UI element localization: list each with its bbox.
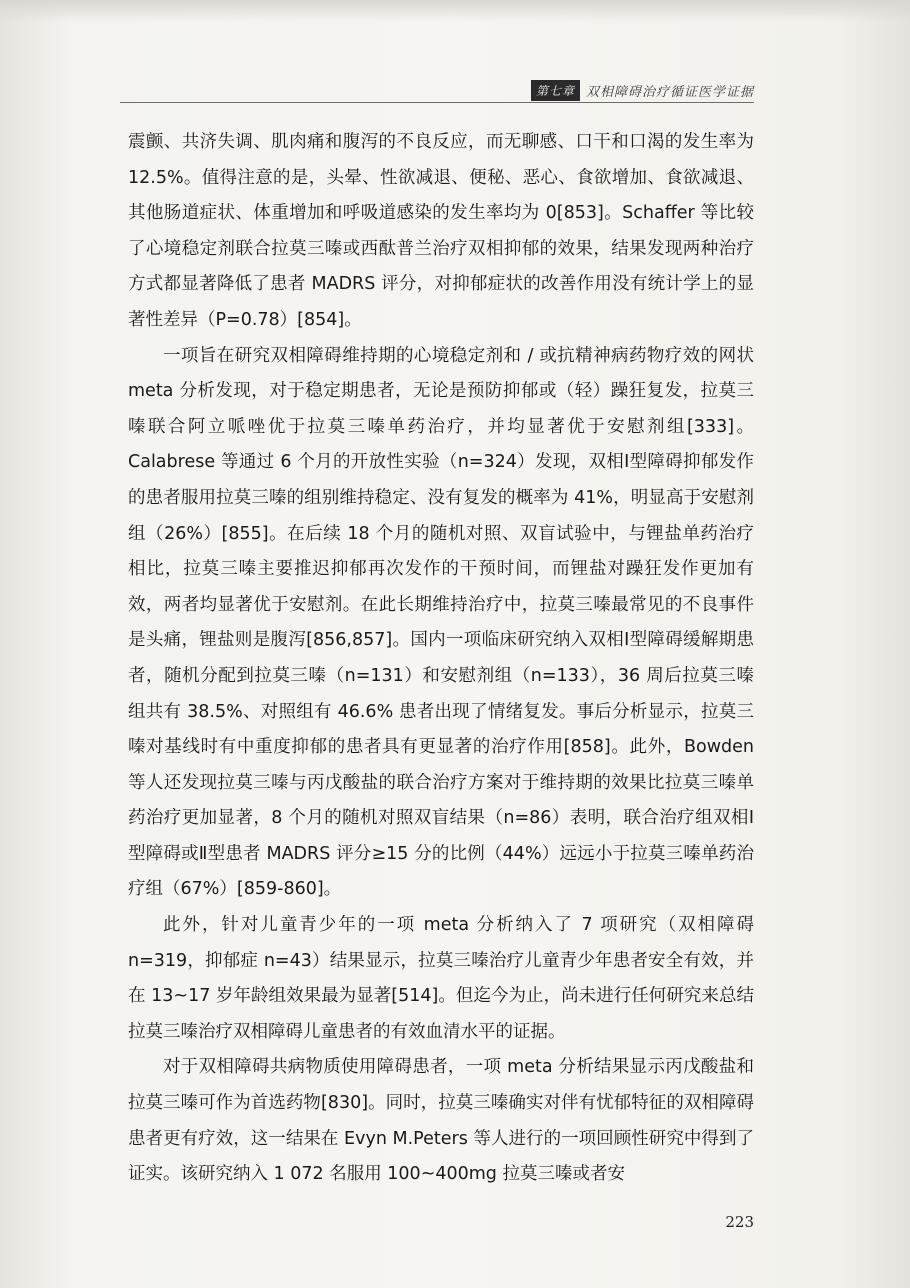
chapter-label: 第七章 <box>531 80 580 101</box>
paragraph-continuation: 震颤、共济失调、肌肉痛和腹泻的不良反应，而无聊感、口干和口渴的发生率为 12.5%。值得注意的是，头晕、性欲减退、便秘、恶心、食欲增加、食欲减退、其他肠道症状、体重增加和呼吸道感染的发生率均为 0[853]。Schaffer 等比较了心境稳定剂联合拉莫三嗪或西酞普兰治疗双相抑郁的效果，结果发现两种治疗方式都显著降低了患者 MADRS 评分，对抑郁症状的改善作用没有统计学上的显著性差异（P=0.78）[854]。 <box>128 132 754 330</box>
header-title: 双相障碍治疗循证医学证据 <box>585 85 754 100</box>
paragraph-maintenance: 一项旨在研究双相障碍维持期的心境稳定剂和 / 或抗精神病药物疗效的网状 meta 分析发现，对于稳定期患者，无论是预防抑郁或（轻）躁狂复发，拉莫三嗪联合阿立哌唑优于拉莫三嗪单药治疗，并均显著优于安慰剂组[333]。Calabrese 等通过 6 个月的开放性实验（n=324）发现，双相Ⅰ型障碍抑郁发作的患者服用拉莫三嗪的组别维持稳定、没有复发的概率为 41%，明显高于安慰剂组（26%）[855]。在后续 18 个月的随机对照、双盲试验中，与锂盐单药治疗相比，拉莫三嗪主要推迟抑郁再次发作的干预时间，而锂盐对躁狂发作更加有效，两者均显著优于安慰剂。在此长期维持治疗中，拉莫三嗪最常见的不良事件是头痛，锂盐则是腹泻[856,857]。国内一项临床研究纳入双相Ⅰ型障碍缓解期患者，随机分配到拉莫三嗪（n=131）和安慰剂组（n=133），36 周后拉莫三嗪组共有 38.5%、对照组有 46.6% 患者出现了情绪复发。事后分析显示，拉莫三嗪对基线时有中重度抑郁的患者具有更显著的治疗作用[858]。此外，Bowden 等人还发现拉莫三嗪与丙戊酸盐的联合治疗方案对于维持期的效果比拉莫三嗪单药治疗更加显著，8 个月的随机对照双盲结果（n=86）表明，联合治疗组双相Ⅰ型障碍或Ⅱ型患者 MADRS 评分≥15 分的比例（44%）远远小于拉莫三嗪单药治疗组（67%）[859-860]。 <box>128 345 754 900</box>
page-top-shadow <box>0 0 910 22</box>
running-header <box>531 80 754 101</box>
paragraph-comorbidity: 对于双相障碍共病物质使用障碍患者，一项 meta 分析结果显示丙戊酸盐和拉莫三嗪可作为首选药物[830]。同时，拉莫三嗪确实对伴有忧郁特征的双相障碍患者更有疗效，这一结果在 Evyn M.Peters 等人进行的一项回顾性研究中得到了证实。该研究纳入 1 072 名服用 100~400mg 拉莫三嗪或者安 <box>128 1057 754 1185</box>
page-number: 223 <box>725 1213 754 1231</box>
body-text <box>128 125 754 1193</box>
paragraph-pediatric: 此外，针对儿童青少年的一项 meta 分析纳入了 7 项研究（双相障碍 n=319，抑郁症 n=43）结果显示，拉莫三嗪治疗儿童青少年患者安全有效，并在 13~17 岁年龄组效果最为显著[514]。但迄今为止，尚未进行任何研究来总结拉莫三嗪治疗双相障碍儿童患者的有效血清水平的证据。 <box>128 915 754 1042</box>
header-rule <box>120 102 754 103</box>
